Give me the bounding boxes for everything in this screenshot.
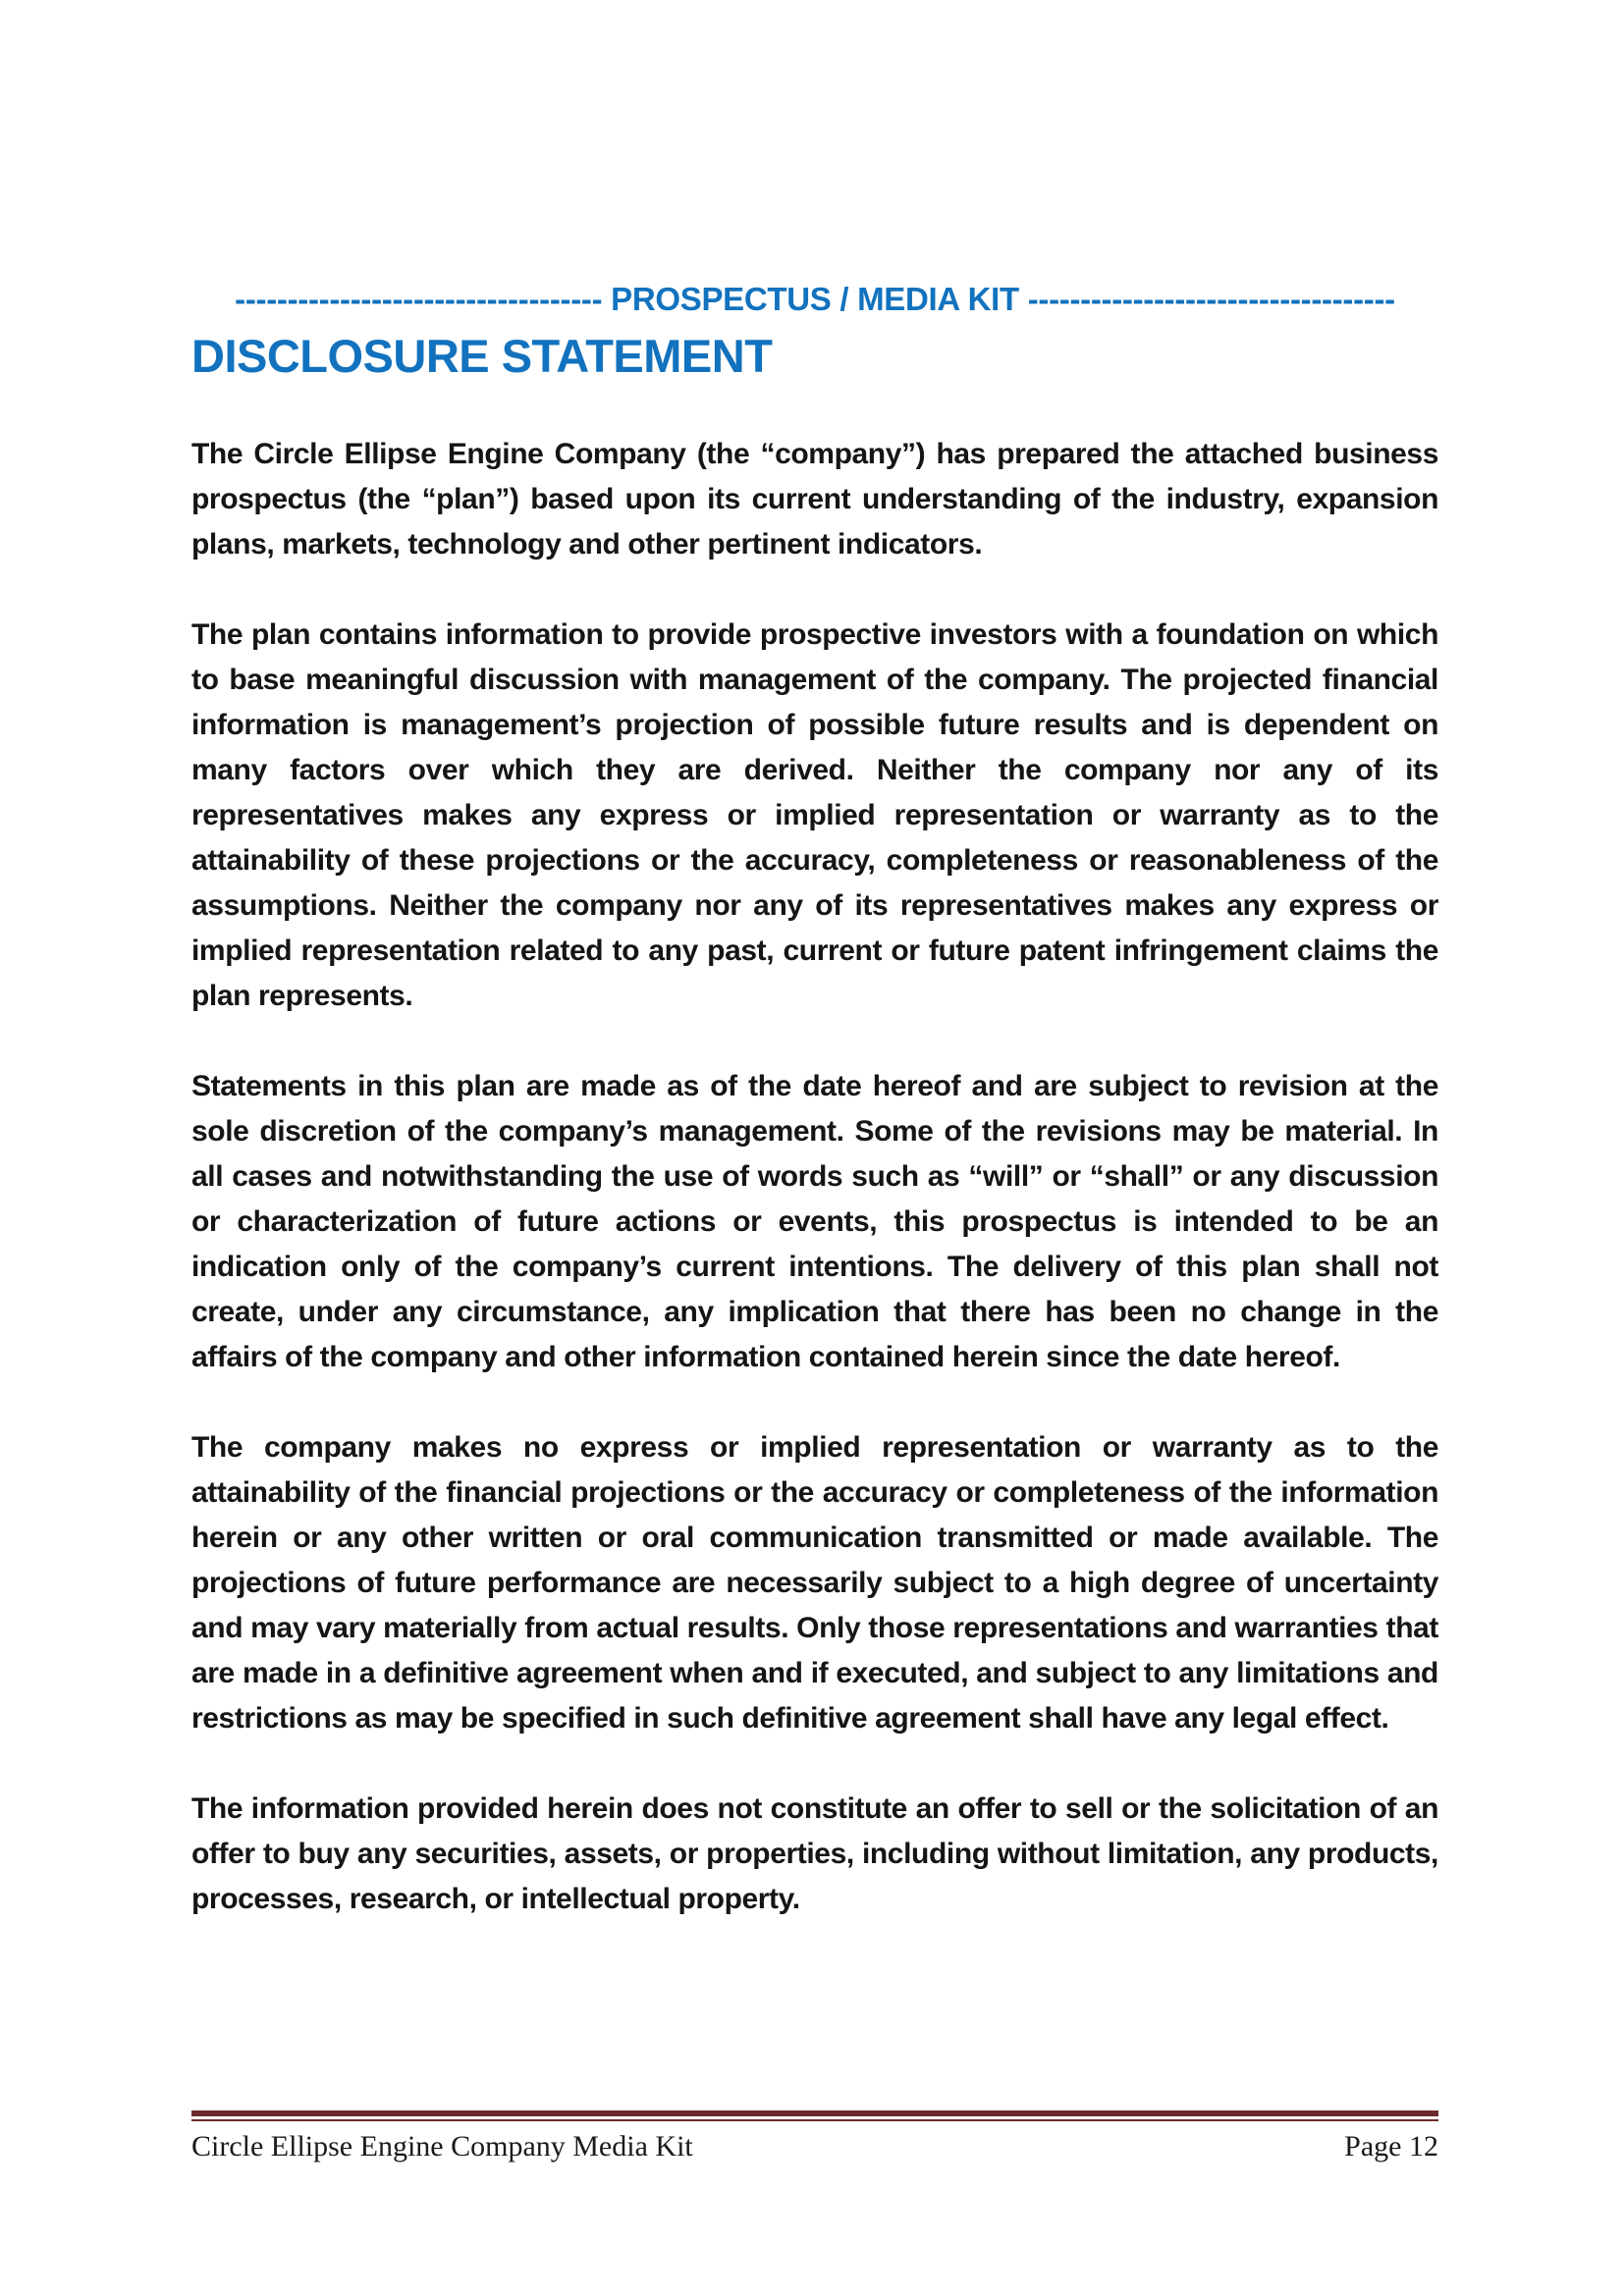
disclosure-paragraph-5: The information provided herein does not constitute an offer to sell or the solicitation of an offer to buy any securities, assets, or properties, including without limitation, any products, processes, research, or intellectual property. [191, 1792, 1438, 1915]
disclosure-body [191, 432, 1438, 1922]
footer-doc-title: Circle Ellipse Engine Company Media Kit [191, 2130, 693, 2163]
prospectus-media-kit-header: ----------------------------------- PROSPECTUS / MEDIA KIT ----------------------------------- [235, 281, 1395, 317]
disclosure-paragraph-1: The Circle Ellipse Engine Company (the “company”) has prepared the attached business prospectus (the “plan”) based upon its current understanding of the industry, expansion plans, markets, technology and other pertinent indicators. [191, 438, 1438, 561]
footer-text-row [191, 2130, 1438, 2163]
disclosure-paragraph-2: The plan contains information to provide prospective investors with a foundation on which to base meaningful discussion with management of the company. The projected financial information is management’s projection of possible future results and is dependent on many factors over which they are derived. Neither the company nor any of its representatives makes any express or implied representation or warranty as to the attainability of these projections or the accuracy, completeness or reasonableness of the assumptions. Neither the company nor any of its representatives makes any express or implied representation related to any past, current or future patent infringement claims the plan represents. [191, 618, 1438, 1012]
footer-divider-rule [191, 2110, 1438, 2121]
footer-page-number: Page 12 [1344, 2130, 1438, 2163]
page-footer [191, 2110, 1438, 2163]
disclosure-paragraph-3: Statements in this plan are made as of the date hereof and are subject to revision at the sole discretion of the company’s management. Some of the revisions may be material. In all cases and notwithstanding the use of words such as “will” or “shall” or any discussion or characterization of future actions or events, this prospectus is intended to be an indication only of the company’s current intentions. The delivery of this plan shall not create, under any circumstance, any implication that there has been no change in the affairs of the company and other information contained herein since the date hereof. [191, 1070, 1438, 1373]
page-content [191, 281, 1438, 1922]
disclosure-paragraph-4: The company makes no express or implied representation or warranty as to the attainability of the financial projections or the accuracy or completeness of the information herein or any other written or oral communication transmitted or made available. The projections of future performance are necessarily subject to a high degree of uncertainty and may vary materially from actual results. Only those representations and warranties that are made in a definitive agreement when and if executed, and subject to any limitations and restrictions as may be specified in such definitive agreement shall have any legal effect. [191, 1431, 1438, 1735]
page-title: DISCLOSURE STATEMENT [191, 330, 773, 382]
